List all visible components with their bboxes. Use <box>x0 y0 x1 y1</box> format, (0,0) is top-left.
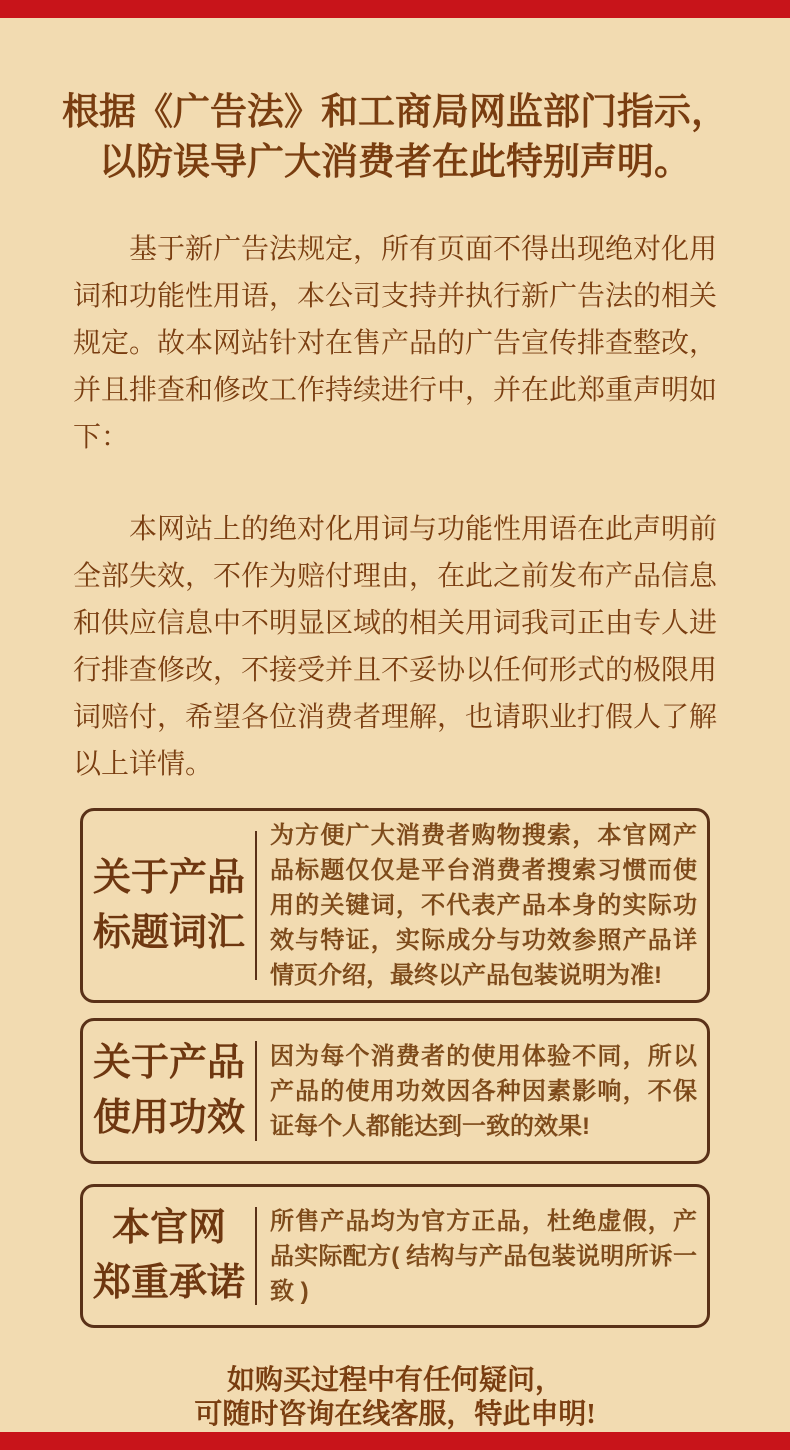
notice-box-list <box>80 808 710 1328</box>
box-heading-line-2: 使用功效 <box>92 1097 245 1139</box>
top-red-bar <box>0 0 790 18</box>
statement-title-line-2: 以防误导广大消费者在此特别声明。 <box>99 142 691 183</box>
box-heading-title-keywords <box>83 851 255 961</box>
footer-note-line-2: 可随时咨询在线客服，特此申明! <box>194 1399 596 1430</box>
box-heading-line-2: 郑重承诺 <box>92 1262 245 1304</box>
notice-box-official-promise <box>80 1184 710 1328</box>
box-heading-line-1: 关于产品 <box>92 1042 245 1084</box>
notice-box-title-keywords <box>80 808 710 1003</box>
statement-title-line-1: 根据《广告法》和工商局网监部门指示， <box>62 92 728 133</box>
statement-paragraph-1: 基于新广告法规定，所有页面不得出现绝对化用词和功能性用语，本公司支持并执行新广告法的相关规定。故本网站针对在售产品的广告宣传排查整改，并且排查和修改工作持续进行中，并在此郑重声明如下： <box>73 234 718 453</box>
box-heading-line-1: 本官网 <box>111 1207 226 1249</box>
footer-note <box>0 1364 790 1432</box>
box-body-official-promise: 所售产品均为官方正品，杜绝虚假，产品实际配方( 结构与产品包装说明所诉一致 ) <box>270 1207 697 1305</box>
box-heading-line-2: 标题词汇 <box>92 911 245 954</box>
bottom-red-bar <box>0 1432 790 1450</box>
footer-note-line-1: 如购买过程中有任何疑问， <box>226 1365 563 1396</box>
box-heading-line-1: 关于产品 <box>92 856 245 899</box>
box-heading-official-promise <box>83 1201 255 1311</box>
box-body-title-keywords: 为方便广大消费者购物搜索，本官网产品标题仅仅是平台消费者搜索习惯而使用的关键词，不代表产品本身的实际功效与特证，实际成分与功效参照产品详情页介绍，最终以产品包装说明为准! <box>270 822 697 989</box>
statement-body <box>73 226 717 788</box>
box-body-product-efficacy: 因为每个消费者的使用体验不同，所以产品的使用功效因各种因素影响，不保证每个人都能达到一致的效果! <box>270 1042 697 1140</box>
statement-paragraph-2: 本网站上的绝对化用词与功能性用语在此声明前全部失效，不作为赔付理由，在此之前发布产品信息和供应信息中不明显区域的相关用词我司正由专人进行排查修改，不接受并且不妥协以任何形式的极限用词赔付，希望各位消费者理解，也请职业打假人了解以上详情。 <box>73 514 718 780</box>
notice-box-product-efficacy <box>80 1018 710 1164</box>
box-heading-product-efficacy <box>83 1036 255 1146</box>
statement-title <box>0 0 790 188</box>
